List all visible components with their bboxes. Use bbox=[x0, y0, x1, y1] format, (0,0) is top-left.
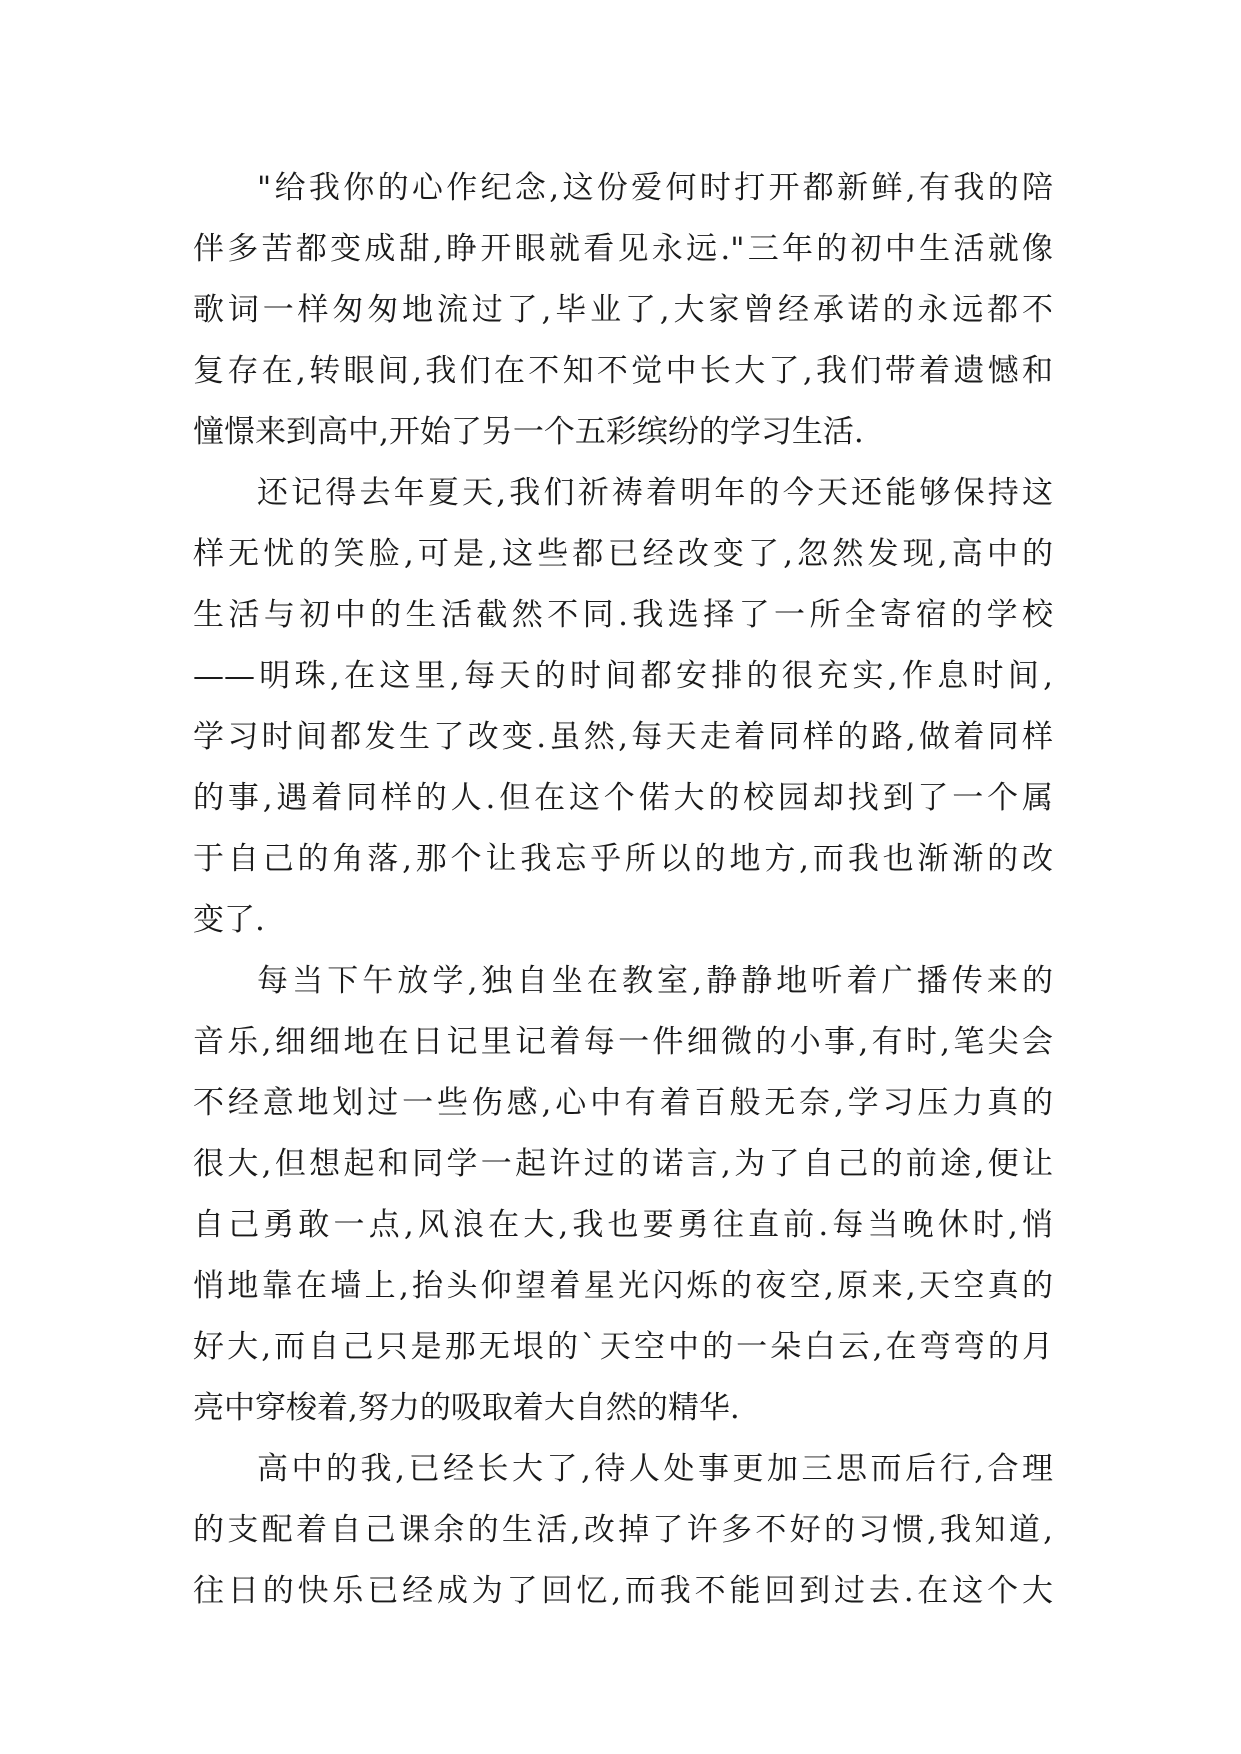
paragraph-3-line-1: 每当下午放学,独自坐在教室,静静地听着广播传来的 bbox=[257, 963, 1053, 999]
paragraph-3-line-2: 音乐,细细地在日记里记着每一件细微的小事,有时,笔尖会 bbox=[193, 1024, 1053, 1060]
paragraph-2-line-1: 还记得去年夏天,我们祈祷着明年的今天还能够保持这 bbox=[257, 475, 1053, 511]
paragraph-3-line-7: 好大,而自己只是那无垠的`天空中的一朵白云,在弯弯的月 bbox=[193, 1329, 1053, 1365]
paragraph-2-line-2: 样无忧的笑脸,可是,这些都已经改变了,忽然发现,高中的 bbox=[193, 536, 1053, 572]
paragraph-2-line-8: 变了. bbox=[193, 902, 265, 938]
paragraph-1-line-4: 复存在,转眼间,我们在不知不觉中长大了,我们带着遗憾和 bbox=[193, 353, 1053, 389]
paragraph-4-line-2: 的支配着自己课余的生活,改掉了许多不好的习惯,我知道, bbox=[193, 1512, 1053, 1548]
paragraph-1-line-2: 伴多苦都变成甜,睁开眼就看见永远."三年的初中生活就像 bbox=[193, 231, 1053, 267]
paragraph-1-line-3: 歌词一样匆匆地流过了,毕业了,大家曾经承诺的永远都不 bbox=[193, 292, 1053, 328]
document-body bbox=[193, 158, 1053, 1622]
paragraph-3-line-3: 不经意地划过一些伤感,心中有着百般无奈,学习压力真的 bbox=[193, 1085, 1053, 1121]
paragraph-2-line-5: 学习时间都发生了改变.虽然,每天走着同样的路,做着同样 bbox=[193, 719, 1053, 755]
paragraph-4-line-3: 往日的快乐已经成为了回忆,而我不能回到过去.在这个大 bbox=[193, 1573, 1053, 1609]
paragraph-2-line-7: 于自己的角落,那个让我忘乎所以的地方,而我也渐渐的改 bbox=[193, 841, 1053, 877]
paragraph-2-line-3: 生活与初中的生活截然不同.我选择了一所全寄宿的学校 bbox=[193, 597, 1053, 633]
paragraph-3-line-8: 亮中穿梭着,努力的吸取着大自然的精华. bbox=[193, 1390, 740, 1426]
paragraph-4-line-1: 高中的我,已经长大了,待人处事更加三思而后行,合理 bbox=[257, 1451, 1053, 1487]
paragraph-2-line-6: 的事,遇着同样的人.但在这个偌大的校园却找到了一个属 bbox=[193, 780, 1053, 816]
paragraph-3-line-6: 悄地靠在墙上,抬头仰望着星光闪烁的夜空,原来,天空真的 bbox=[193, 1268, 1053, 1304]
paragraph-3-line-5: 自己勇敢一点,风浪在大,我也要勇往直前.每当晚休时,悄 bbox=[193, 1207, 1053, 1243]
paragraph-1-line-1: "给我你的心作纪念,这份爱何时打开都新鲜,有我的陪 bbox=[257, 170, 1053, 206]
paragraph-2-line-4: ——明珠,在这里,每天的时间都安排的很充实,作息时间, bbox=[193, 658, 1053, 694]
paragraph-3-line-4: 很大,但想起和同学一起许过的诺言,为了自己的前途,便让 bbox=[193, 1146, 1053, 1182]
paragraph-1-line-5: 憧憬来到高中,开始了另一个五彩缤纷的学习生活. bbox=[193, 414, 864, 450]
